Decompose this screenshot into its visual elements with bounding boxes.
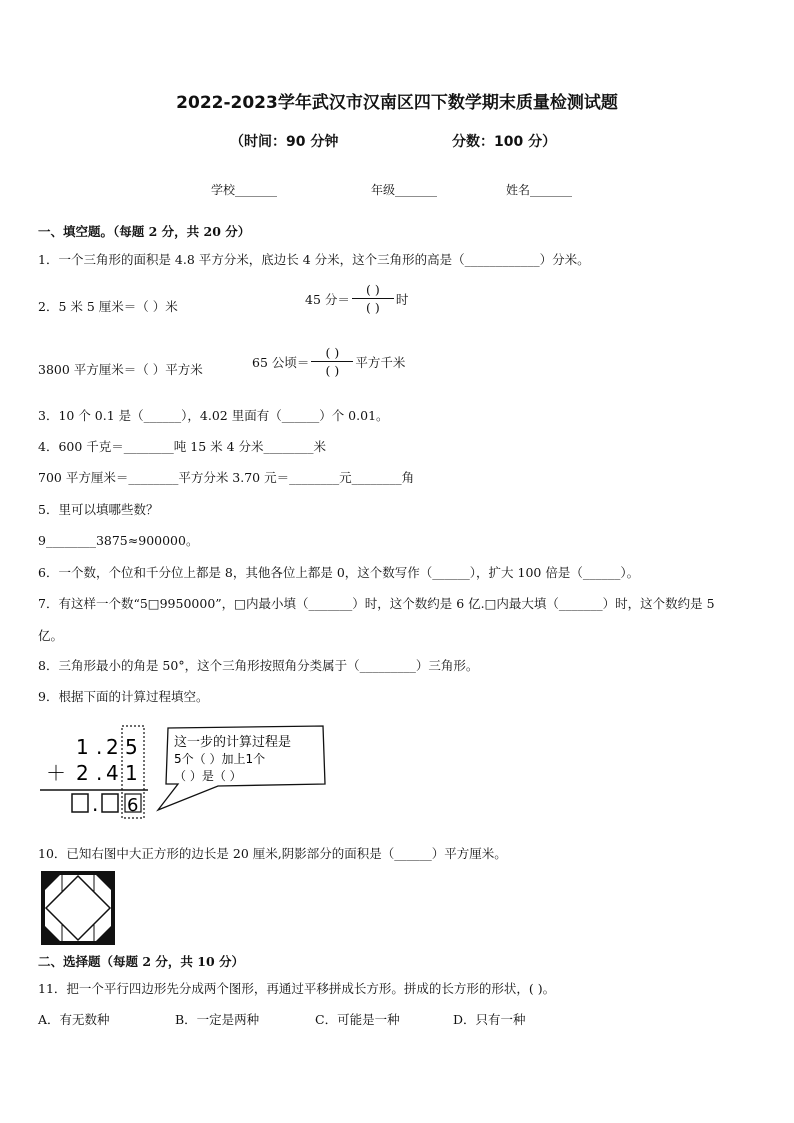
calc-digit: 1 [125,761,138,785]
total-score: 分数：100 分） [452,134,557,150]
calc-digit: . [92,792,99,816]
question-10: 10．已知右图中大正方形的边长是 20 厘米,阴影部分的面积是（______）平方厘米。 [38,846,507,861]
bubble-line-2: 5个（ ）加上1个 [174,752,266,766]
question-2d-unit: 平方千米 [355,354,406,370]
calc-digit: 1 [76,735,89,759]
question-1: 1．一个三角形的面积是 4.8 平方分米，底边长 4 分米，这个三角形的高是（____________）分米。 [38,252,590,267]
question-4b: 700 平方厘米＝________平方分米 3.70 元＝________元________角 [38,470,415,485]
plus-sign: ＋ [46,761,66,785]
square-figure [40,870,116,946]
question-2b-label: 45 分＝ [305,291,350,307]
question-2a: 2．5 米 5 厘米＝（ ）米 [38,299,178,314]
question-2b-unit: 时 [395,291,409,307]
page-title: 2022-2023学年武汉市汉南区四下数学期末质量检测试题 [176,93,618,113]
option-c[interactable]: C．可能是一种 [315,1012,400,1027]
question-2d [252,345,405,378]
fraction-numerator: ( ) [325,345,340,360]
section-heading: 二、选择题（每题 2 分，共 10 分） [38,954,245,969]
question-2c: 3800 平方厘米＝（ ）平方米 [38,362,203,377]
bubble-line-3: （ ）是（ ） [174,769,242,783]
question-11: 11．把一个平行四边形先分成两个图形，再通过平移拼成长方形。拼成的长方形的形状，( )。 [38,981,556,996]
question-7-cont: 亿。 [38,628,64,643]
section-heading: 一、填空题。（每题 2 分，共 20 分） [38,224,251,239]
question-6: 6．一个数，个位和千分位上都是 8，其他各位上都是 0，这个数写作（______），扩大 100 倍是（______）。 [38,565,640,580]
fraction-numerator: ( ) [366,282,380,297]
name-field: 姓名_______ [506,183,573,197]
calc-digit: . [96,761,103,785]
question-5-answer: 9________3875≈900000。 [38,533,199,548]
option-d[interactable]: D．只有一种 [453,1012,526,1027]
fraction-denominator: ( ) [366,300,380,315]
calc-digit: . [96,735,103,759]
bubble-line-1: 这一步的计算过程是 [174,735,292,750]
calc-digit: 4 [106,761,119,785]
fraction-blank [352,282,394,315]
option-a[interactable]: A．有无数种 [38,1012,110,1027]
time-limit: （时间：90 分钟 [230,134,339,150]
calc-digit: 5 [125,735,138,759]
vertical-addition-figure [38,722,338,822]
question-4a: 4．600 千克＝________吨 15 米 4 分米________米 [38,439,327,454]
calc-digit: 6 [127,795,139,816]
answer-box [72,794,88,812]
calc-digit: 2 [76,761,89,785]
question-8: 8．三角形最小的角是 50°，这个三角形按照角分类属于（_________）三角形。 [38,658,479,673]
question-5: 5．里可以填哪些数？ [38,502,159,517]
question-2d-label: 65 公顷＝ [252,354,310,370]
fraction-denominator: ( ) [325,363,340,378]
question-9: 9．根据下面的计算过程填空。 [38,689,209,704]
question-7: 7．有这样一个数“5□9950000”，□内最小填（_______）时，这个数约是 6 亿.□内最大填（_______）时，这个数约是 5 [38,596,715,611]
fraction-bar [311,361,353,362]
answer-box [102,794,118,812]
grade-field: 年级_______ [371,183,438,197]
fraction-bar [352,298,394,299]
school-field: 学校_______ [211,183,278,197]
fraction-blank [311,345,353,378]
option-b[interactable]: B．一定是两种 [175,1012,260,1027]
question-2b [305,282,408,315]
calc-digit: 2 [106,735,119,759]
question-3: 3．10 个 0.1 是（______），4.02 里面有（______）个 0.01。 [38,408,389,423]
